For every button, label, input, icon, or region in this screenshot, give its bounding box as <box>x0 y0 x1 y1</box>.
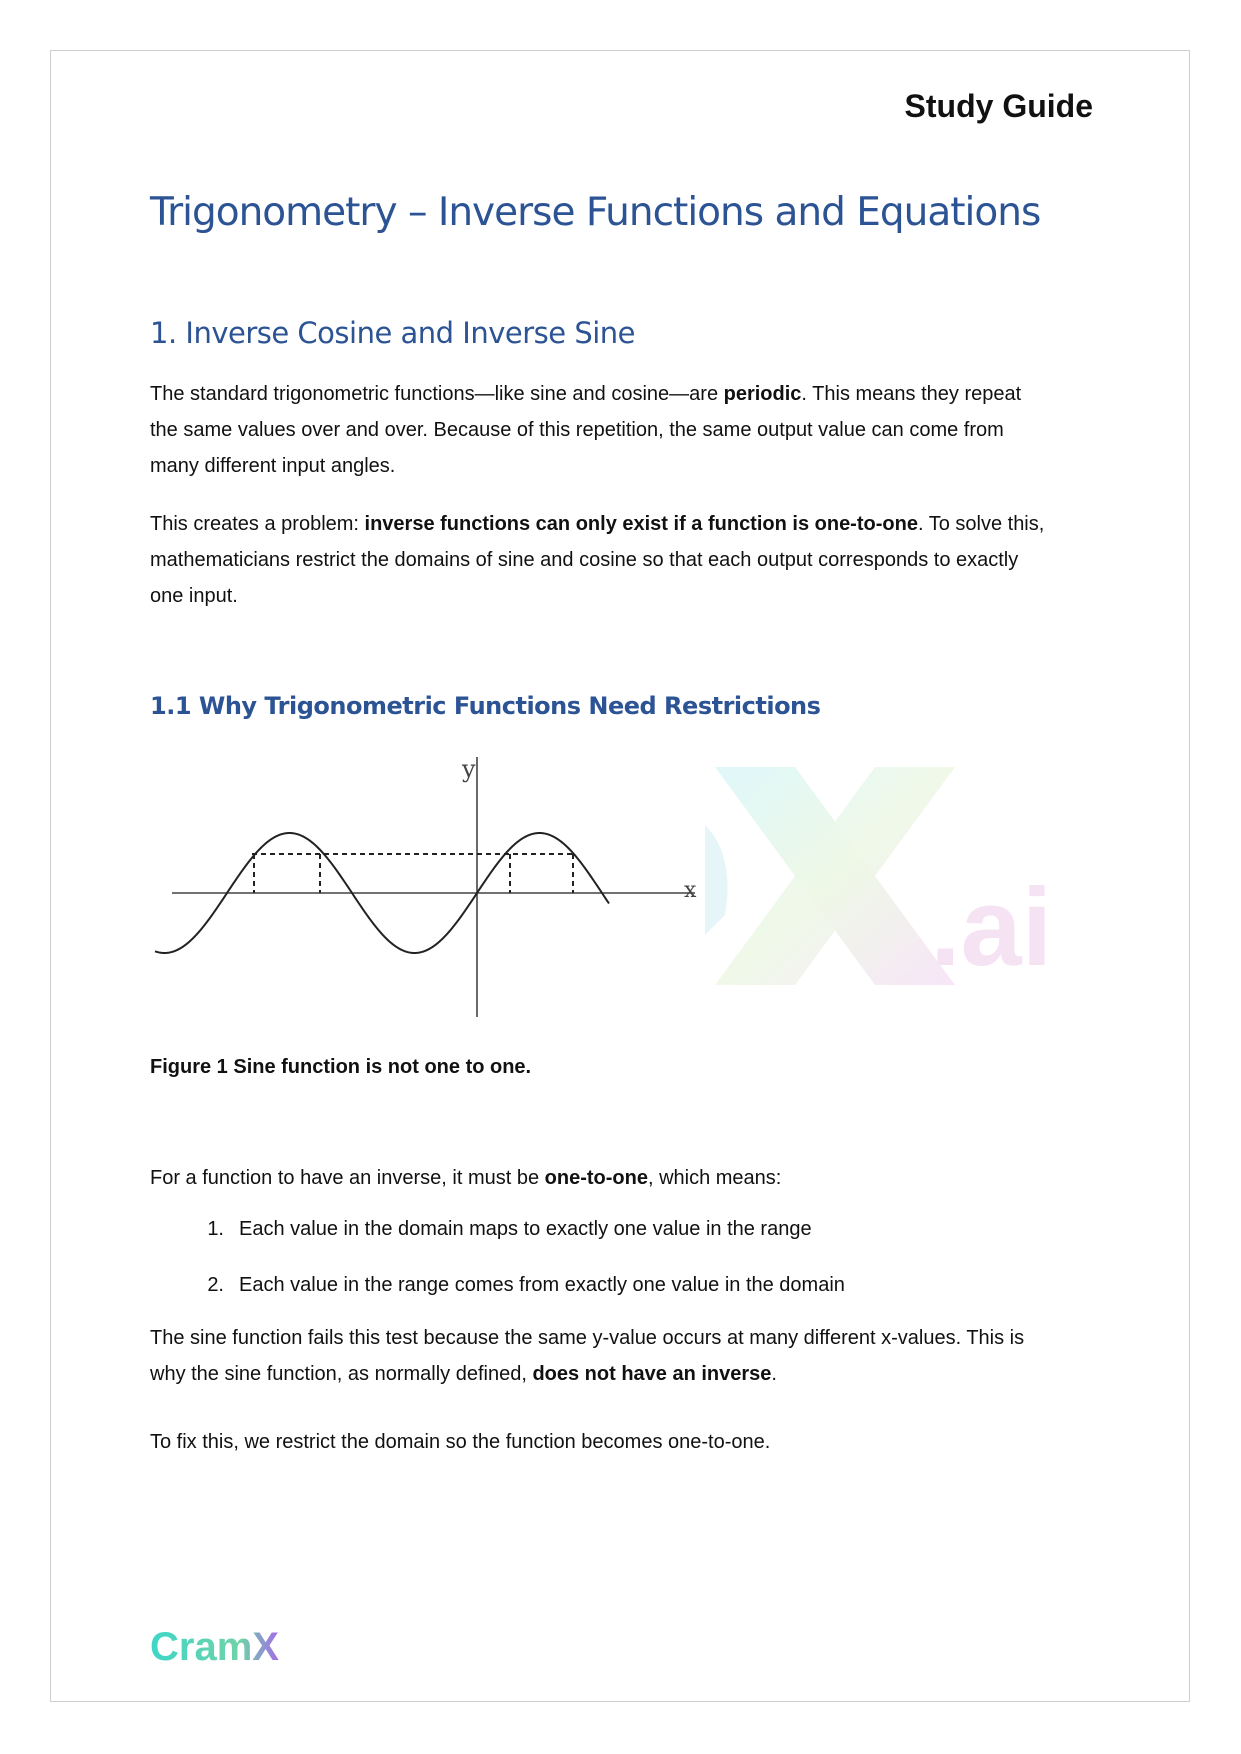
paragraph-sine-fails: The sine function fails this test because the same y-value occurs at many different x-values. This is why the sine function, as normally defined, does not have an inverse. <box>150 1327 1025 1385</box>
section-heading-1-1: 1.1 Why Trigonometric Functions Need Restrictions <box>150 692 821 720</box>
x-axis-label: x <box>684 878 697 903</box>
sine-graph-figure <box>150 735 710 1035</box>
list-text-2: Each value in the range comes from exactly one value in the domain <box>239 1274 845 1296</box>
bold-no-inverse: does not have an inverse <box>532 1363 772 1385</box>
paragraph-one-to-one-problem: This creates a problem: inverse functions can only exist if a function is one-to-one. To solve this, mathematicians restrict the domains of sine and cosine so that each output corresponds to exactly one input. <box>150 513 1045 607</box>
list-item-1 <box>150 1214 812 1244</box>
watermark-left-shape <box>705 825 728 935</box>
list-number-1: 1. <box>207 1218 224 1240</box>
paragraph-restrict-domain: To fix this, we restrict the domain so the function becomes one-to-one. <box>150 1431 771 1453</box>
paragraph-periodic: The standard trigonometric functions—like sine and cosine—are periodic. This means they repeat the same values over and over. Because of this repetition, the same output value can come from many different input angles. <box>150 383 1022 477</box>
list-number-2: 2. <box>207 1274 224 1296</box>
y-axis-label: y <box>462 755 476 783</box>
cramx-logo <box>150 1620 300 1670</box>
cramx-logo-text: CramX <box>150 1625 279 1669</box>
figure-caption: Figure 1 Sine function is not one to one. <box>150 1056 532 1078</box>
study-guide-label: Study Guide <box>904 88 1093 124</box>
watermark-logo <box>705 755 1095 995</box>
bold-inverse-requirement: inverse functions can only exist if a function is one-to-one <box>364 513 918 535</box>
paragraph-one-to-one-definition: For a function to have an inverse, it must be one-to-one, which means: <box>150 1167 782 1189</box>
bold-periodic: periodic <box>723 383 802 405</box>
bold-one-to-one: one-to-one <box>544 1167 648 1189</box>
section-heading-1: 1. Inverse Cosine and Inverse Sine <box>150 316 636 350</box>
document-title: Trigonometry – Inverse Functions and Equations <box>150 190 1041 235</box>
list-item-2 <box>150 1270 845 1300</box>
list-text-1: Each value in the domain maps to exactly one value in the range <box>239 1218 812 1240</box>
watermark-ai-text: .ai <box>930 866 1053 989</box>
